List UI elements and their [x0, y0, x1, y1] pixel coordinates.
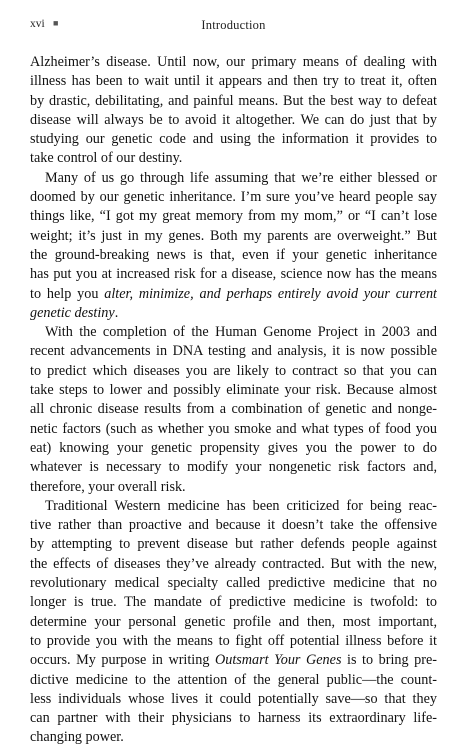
paragraph-2 — [30, 169, 437, 323]
text-line: disease will always be to avoid it altogether. We can do just that by — [30, 111, 437, 128]
text-line: weight; it’s just in my genes. Both my parents are overweight.” But — [30, 227, 437, 244]
emphasis-run: alter, minimize, and perhaps entirely avoid your current — [104, 285, 437, 302]
text-line: tive rather than proactive and because it doesn’t take the offensive — [30, 517, 437, 534]
text-line: Many of us go through life assuming that we’re either blessed or — [45, 169, 437, 186]
text-line: Alzheimer’s disease. Until now, our primary means of dealing with — [30, 54, 437, 70]
text-run: occurs. My purpose in writing — [30, 652, 215, 669]
text-run: to help you — [30, 285, 105, 302]
text-run: is to bring pre- — [341, 652, 437, 669]
emphasis-run: genetic destiny — [30, 304, 115, 321]
text-line: studying our genetic code and using the information it provides to — [30, 131, 437, 148]
text-line: can partner with their physicians to harness its extraordinary life- — [30, 710, 437, 727]
text-line: illness has been to wait until it appears and then try to treat it, often — [30, 73, 437, 90]
text-line: the effects of diseases they’ve already contracted. But with the new, — [30, 555, 437, 572]
text-line: by attempting to prevent disease but rather defends people against — [30, 536, 437, 553]
separator-square-icon: ■ — [53, 18, 59, 28]
text-line: by drastic, debilitating, and painful means. But the best way to defeat — [30, 92, 437, 109]
text-line: With the completion of the Human Genome Project in 2003 and — [45, 324, 437, 341]
paragraph-3 — [30, 323, 437, 497]
text-line: recent advancements in DNA testing and analysis, it is now possible — [30, 343, 437, 360]
text-run: . — [114, 304, 119, 321]
text-line: take steps to lower and possibly eliminate your risk. Because almost — [30, 382, 437, 399]
text-line: to provide you with the means to fight off potential illness before it — [30, 632, 437, 649]
text-line: longer is true. The mandate of predictive medicine is twofold: to — [30, 594, 437, 611]
text-line: revolutionary medical specialty called predictive medicine that no — [30, 575, 437, 592]
text-line: changing power. — [30, 729, 124, 746]
page-number: xvi — [30, 18, 45, 30]
book-title-run: Outsmart Your Genes — [215, 652, 342, 669]
paragraph-1 — [30, 53, 437, 169]
text-line — [30, 285, 437, 304]
text-line: to predict which diseases you are likely to contract so that you can — [30, 362, 437, 379]
text-line: the ground-breaking news is that, even if your genetic inheritance — [30, 246, 437, 263]
text-line: eat) knowing your genetic propensity gives you the power to do — [30, 439, 437, 456]
body-text — [30, 53, 437, 748]
text-line: whatever is necessary to modify your nongenetic risk factors and, — [30, 459, 437, 476]
running-head — [30, 18, 437, 40]
text-line: things like, “I got my great memory from my mom,” or “I can’t lose — [30, 208, 437, 225]
text-line: doomed by our genetic inheritance. I’m sure you’ve heard people say — [30, 189, 437, 206]
text-line: determine your personal genetic profile and then, most important, — [30, 613, 437, 630]
chapter-title: Introduction — [201, 18, 266, 32]
text-line: take control of our destiny. — [30, 150, 183, 167]
paragraph-4 — [30, 497, 437, 748]
text-line: netic factors (such as whether you smoke and what types of food you — [30, 420, 437, 437]
text-line: all chronic disease results from a combination of genetic and nonge- — [30, 401, 437, 418]
text-line: therefore, your overall risk. — [30, 478, 186, 495]
text-line: less individuals whose lives it could potentially save—so that they — [30, 690, 437, 707]
text-line: dictive medicine to the attention of the general public—the count- — [30, 671, 437, 688]
text-line — [30, 651, 437, 670]
text-line: Traditional Western medicine has been criticized for being reac- — [45, 497, 437, 514]
text-line: has put you at increased risk for a disease, science now has the means — [30, 266, 437, 283]
book-page — [30, 0, 437, 748]
text-line — [30, 304, 437, 323]
